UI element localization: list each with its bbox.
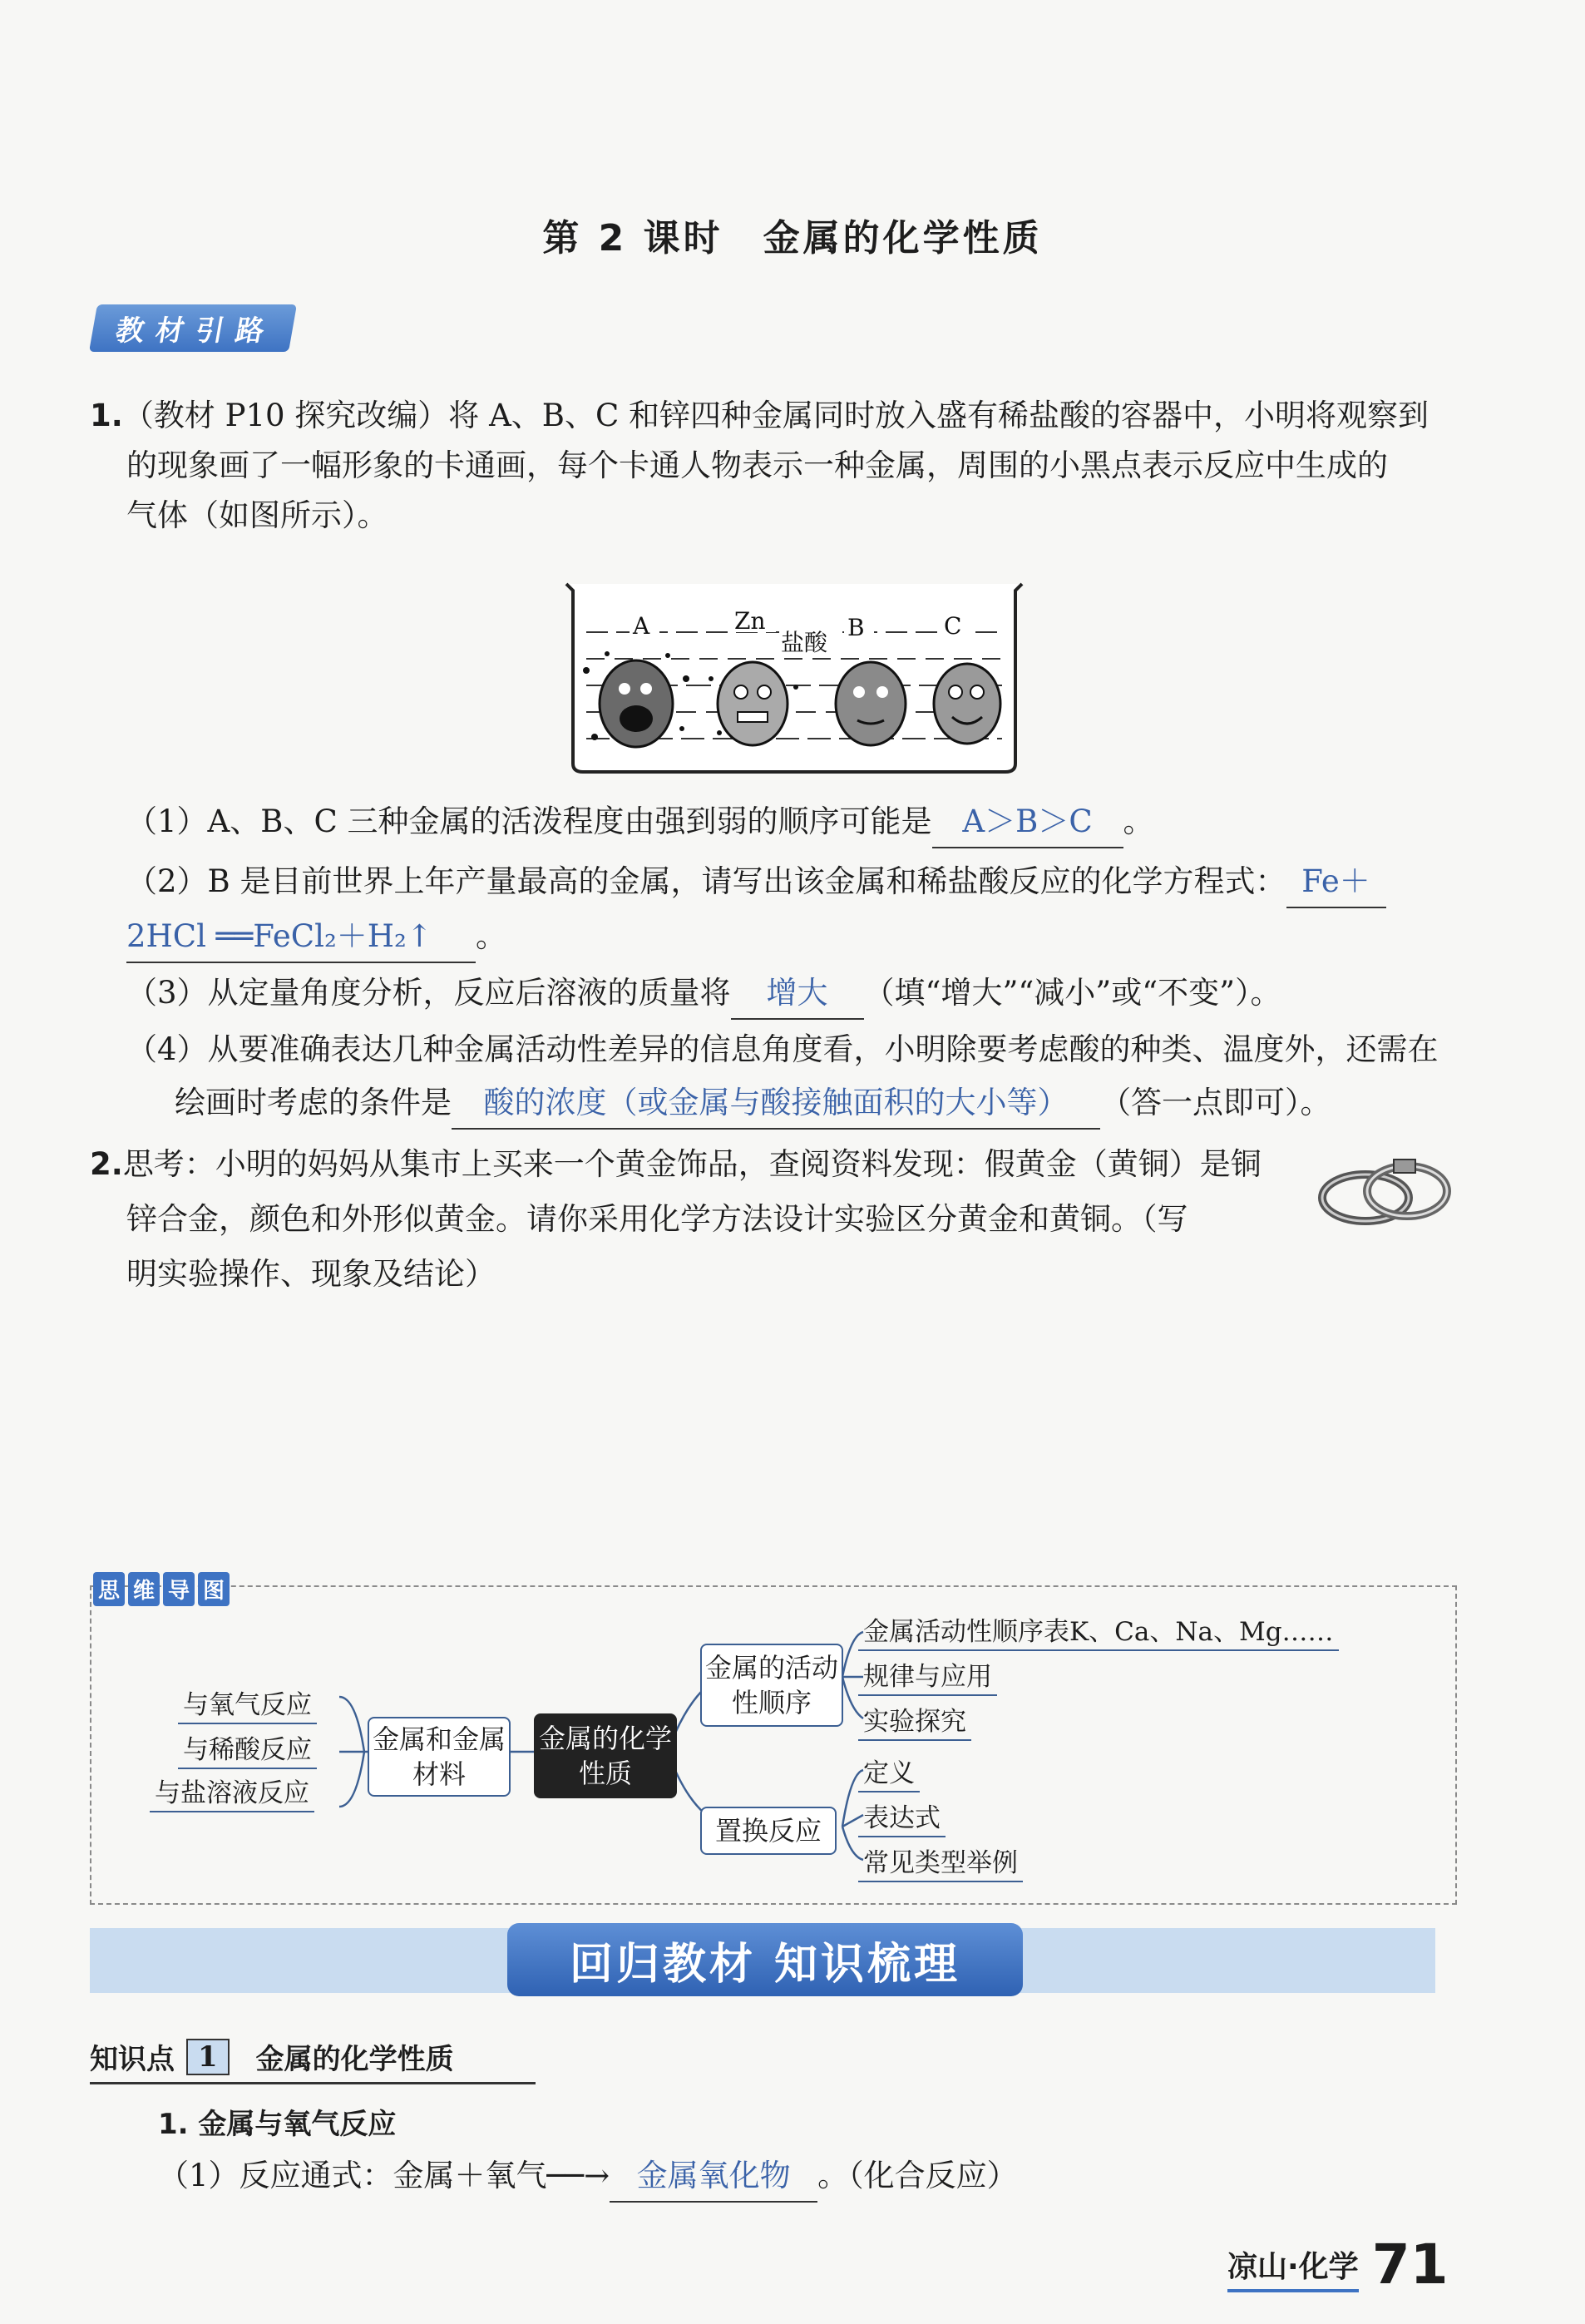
- q1-sub3: （3）从定量角度分析，反应后溶液的质量将 增大 （填“增大”“减小”或“不变”）。: [126, 968, 1465, 1020]
- answer-blank: 酸的浓度（或金属与酸接触面积的大小等）: [452, 1078, 1100, 1130]
- kp-number: 1: [186, 2039, 230, 2075]
- mindmap-leaf-acid: 与稀酸反应: [178, 1728, 317, 1769]
- mindmap-node-replacement: 置换反应: [700, 1807, 837, 1855]
- mindmap-leaf-rules: 规律与应用: [858, 1655, 997, 1696]
- label-b: B: [847, 614, 865, 641]
- answer-blank: 金属氧化物: [610, 2151, 817, 2203]
- q1-sub1: （1）A、B、C 三种金属的活泼程度由强到弱的顺序可能是 A＞B＞C 。: [126, 797, 1465, 848]
- q1-sub4: （4）从要准确表达几种金属活动性差异的信息角度看，小明除要考虑酸的种类、温度外，还需在: [126, 1031, 1439, 1067]
- section-banner-title: 回归教材 知识梳理: [507, 1923, 1023, 1996]
- mindmap-leaf-salt: 与盐溶液反应: [150, 1772, 314, 1812]
- q1-text-line2: 的现象画了一幅形象的卡通画，每个卡通人物表示一种金属，周围的小黑点表示反应中生成的: [126, 447, 1388, 483]
- kp-title: 金属的化学性质: [255, 2043, 454, 2076]
- answer-blank: 增大: [731, 968, 864, 1020]
- kp-subheading: 1. 金属与氧气反应: [158, 2108, 397, 2141]
- mindmap-leaf-expression: 表达式: [858, 1797, 946, 1837]
- kp-label: 知识点: [90, 2043, 175, 2076]
- mindmap-leaf-experiment: 实验探究: [858, 1700, 971, 1741]
- label-c: C: [944, 612, 962, 640]
- knowledge-point-header: [90, 2036, 536, 2084]
- mindmap-node-materials: 金属和金属材料: [368, 1717, 511, 1797]
- beaker-figure: [561, 579, 1027, 779]
- answer-blank: A＞B＞C: [932, 797, 1123, 848]
- mindmap-leaf-oxygen: 与氧气反应: [178, 1684, 317, 1724]
- question-number: 1.: [90, 398, 123, 433]
- q1-sub2: （2）B 是目前世界上年产量最高的金属，请写出该金属和稀盐酸反应的化学方程式： Fe＋: [126, 857, 1465, 908]
- mindmap-leaf-activity-series: 金属活动性顺序表K、Ca、Na、Mg……: [858, 1610, 1339, 1651]
- label-zn: Zn: [734, 607, 766, 635]
- q1-sub-questions: [126, 797, 1465, 1130]
- label-acid: 盐酸: [781, 629, 828, 656]
- mindmap-leaf-examples: 常见类型举例: [858, 1842, 1023, 1882]
- page-footer: [1227, 2233, 1449, 2297]
- metal-b-cartoon: [836, 662, 906, 745]
- page-number: 71: [1371, 2233, 1449, 2297]
- q1-sub2-cont: 2HCl ══FeCl₂＋H₂↑ 。: [126, 912, 1465, 963]
- label-a: A: [633, 612, 650, 640]
- mindmap-node-center: 金属的化学性质: [534, 1713, 677, 1798]
- rings-image: [1314, 1146, 1455, 1238]
- metal-c-cartoon: [934, 664, 1000, 744]
- answer-blank: 2HCl ══FeCl₂＋H₂↑: [126, 912, 476, 963]
- kp-line-1: （1）反应通式：金属＋氧气──→ 金属氧化物 。（化合反应）: [158, 2151, 1018, 2203]
- footer-book: 凉山·化学: [1227, 2243, 1359, 2292]
- section-tag-textbook-guide: 教材引路: [89, 304, 297, 352]
- q1-sub4-cont: 绘画时考虑的条件是 酸的浓度（或金属与酸接触面积的大小等） （答一点即可）。: [126, 1078, 1465, 1130]
- question-number: 2.: [90, 1146, 123, 1182]
- question-2: 2.思考：小明的妈妈从集市上买来一个黄金饰品，查阅资料发现：假黄金（黄铜）是铜 锌合金，颜色和外形似黄金。请你采用化学方法设计实验区分黄金和黄铜。（写 明实验操作、现象及结论）: [90, 1146, 1262, 1292]
- answer-blank: Fe＋: [1286, 857, 1386, 908]
- page-title: 第 2 课时 金属的化学性质: [542, 217, 1043, 260]
- mindmap-tag: 思 维 导 图: [93, 1572, 230, 1606]
- q1-text-line3: 气体（如图所示）。: [126, 497, 388, 533]
- question-1: [90, 391, 1462, 541]
- q1-text-line1: （教材 P10 探究改编）将 A、B、C 和锌四种金属同时放入盛有稀盐酸的容器中，小明将观察到: [122, 398, 1429, 433]
- mindmap-node-activity: 金属的活动性顺序: [700, 1644, 843, 1727]
- mindmap-leaf-definition: 定义: [858, 1752, 920, 1792]
